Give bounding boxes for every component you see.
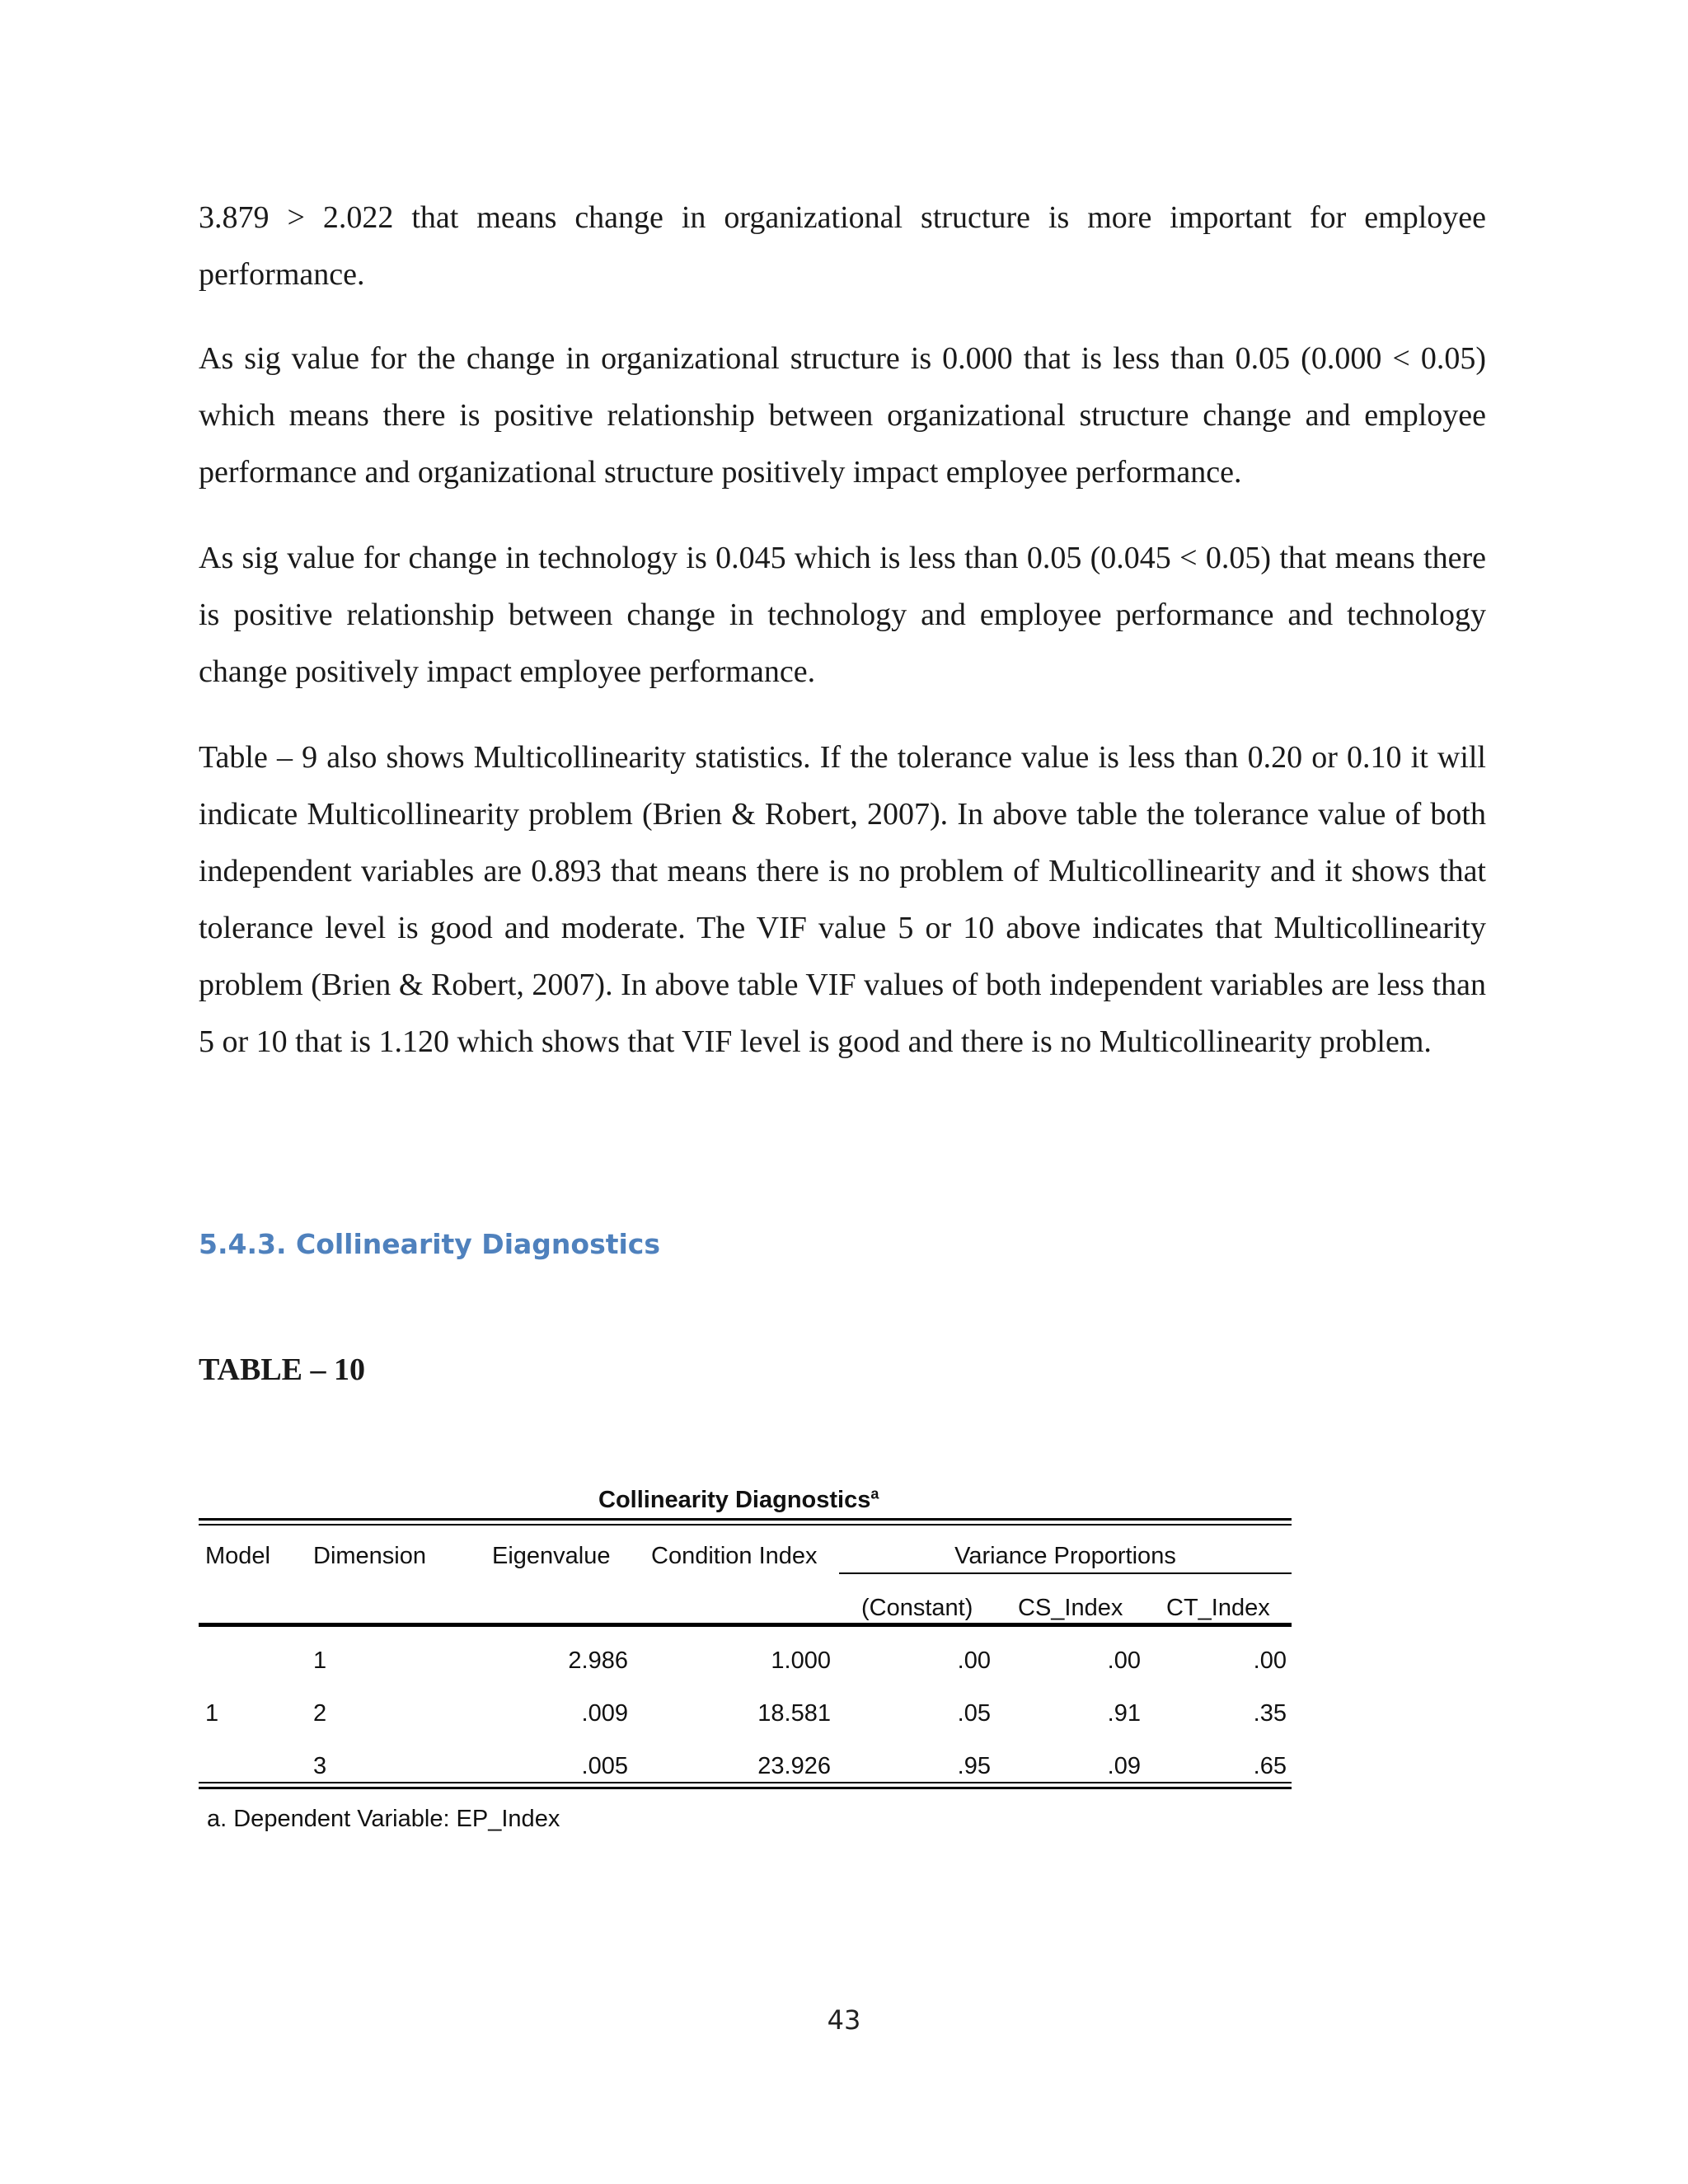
- cell-constant: .00: [957, 1647, 991, 1674]
- paragraph-3: As sig value for change in technology is 0.045 which is less than 0.05 (0.045 < 0.05) that means there is positive relationship between change in technology and employee performance and technology change positively impact employee performance.: [199, 541, 1486, 689]
- table-footnote: a. Dependent Variable: EP_Index: [207, 1806, 560, 1832]
- paragraph-4: Table – 9 also shows Multicollinearity statistics. If the tolerance value is less than 0.20 or 0.10 it will indicate Multicollinearity problem (Brien & Robert, 2007). In above table the tolerance value of both independent variables are 0.893 that means there is no problem of Multicollinearity and it shows that tolerance level is good and moderate. The VIF value 5 or 10 above indicates that Multicollinearity problem (Brien & Robert, 2007). In above table VIF values of both independent variables are less than 5 or 10 that is 1.120 which shows that VIF level is good and there is no Multicollinearity problem.: [199, 740, 1486, 1059]
- cell-ct-index: .65: [1253, 1753, 1287, 1779]
- cell-eigenvalue: .009: [581, 1700, 628, 1727]
- header-cs-index: CS_Index: [1018, 1595, 1123, 1621]
- cell-cs-index: .91: [1107, 1700, 1141, 1727]
- table-bottom-rule: [199, 1782, 1292, 1783]
- header-dimension: Dimension: [313, 1543, 426, 1569]
- header-model: Model: [205, 1543, 270, 1569]
- variance-proportions-rule: [839, 1572, 1292, 1574]
- header-ct-index: CT_Index: [1166, 1595, 1270, 1621]
- page-number: 43: [827, 2004, 861, 2036]
- cell-cs-index: .09: [1107, 1753, 1141, 1779]
- table-top-rule-inner: [199, 1524, 1292, 1526]
- table-bottom-rule-outer: [199, 1787, 1292, 1789]
- header-constant: (Constant): [861, 1595, 973, 1621]
- cell-condition-index: 23.926: [757, 1753, 831, 1779]
- header-condition-index: Condition Index: [651, 1543, 818, 1569]
- table-top-rule: [199, 1518, 1292, 1521]
- header-variance-proportions: Variance Proportions: [954, 1543, 1176, 1569]
- header-bottom-rule: [199, 1623, 1292, 1627]
- cell-cs-index: .00: [1107, 1647, 1141, 1674]
- cell-ct-index: .00: [1253, 1647, 1287, 1674]
- table-title: Collinearity Diagnostics$^a$: [598, 1485, 879, 1513]
- cell-eigenvalue: 2.986: [568, 1647, 628, 1674]
- paragraph-1: 3.879 > 2.022 that means change in organizational structure is more important for employee performance.: [199, 200, 1486, 292]
- cell-dimension: 1: [313, 1647, 327, 1674]
- cell-dimension: 2: [313, 1700, 327, 1727]
- cell-dimension: 3: [313, 1753, 327, 1779]
- section-heading: 5.4.3. Collinearity Diagnostics: [199, 1228, 661, 1260]
- cell-condition-index: 1.000: [771, 1647, 831, 1674]
- header-eigenvalue: Eigenvalue: [492, 1543, 611, 1569]
- paragraph-2: As sig value for the change in organizational structure is 0.000 that is less than 0.05 (0.000 < 0.05) which means there is positive relationship between organizational structure change and employee performance and organizational structure positively impact employee performance.: [199, 341, 1486, 490]
- table-label: TABLE – 10: [199, 1352, 366, 1387]
- cell-constant: .95: [957, 1753, 991, 1779]
- model-value: 1: [205, 1700, 219, 1727]
- cell-ct-index: .35: [1253, 1700, 1287, 1727]
- cell-constant: .05: [957, 1700, 991, 1727]
- cell-condition-index: 18.581: [757, 1700, 831, 1727]
- cell-eigenvalue: .005: [581, 1753, 628, 1779]
